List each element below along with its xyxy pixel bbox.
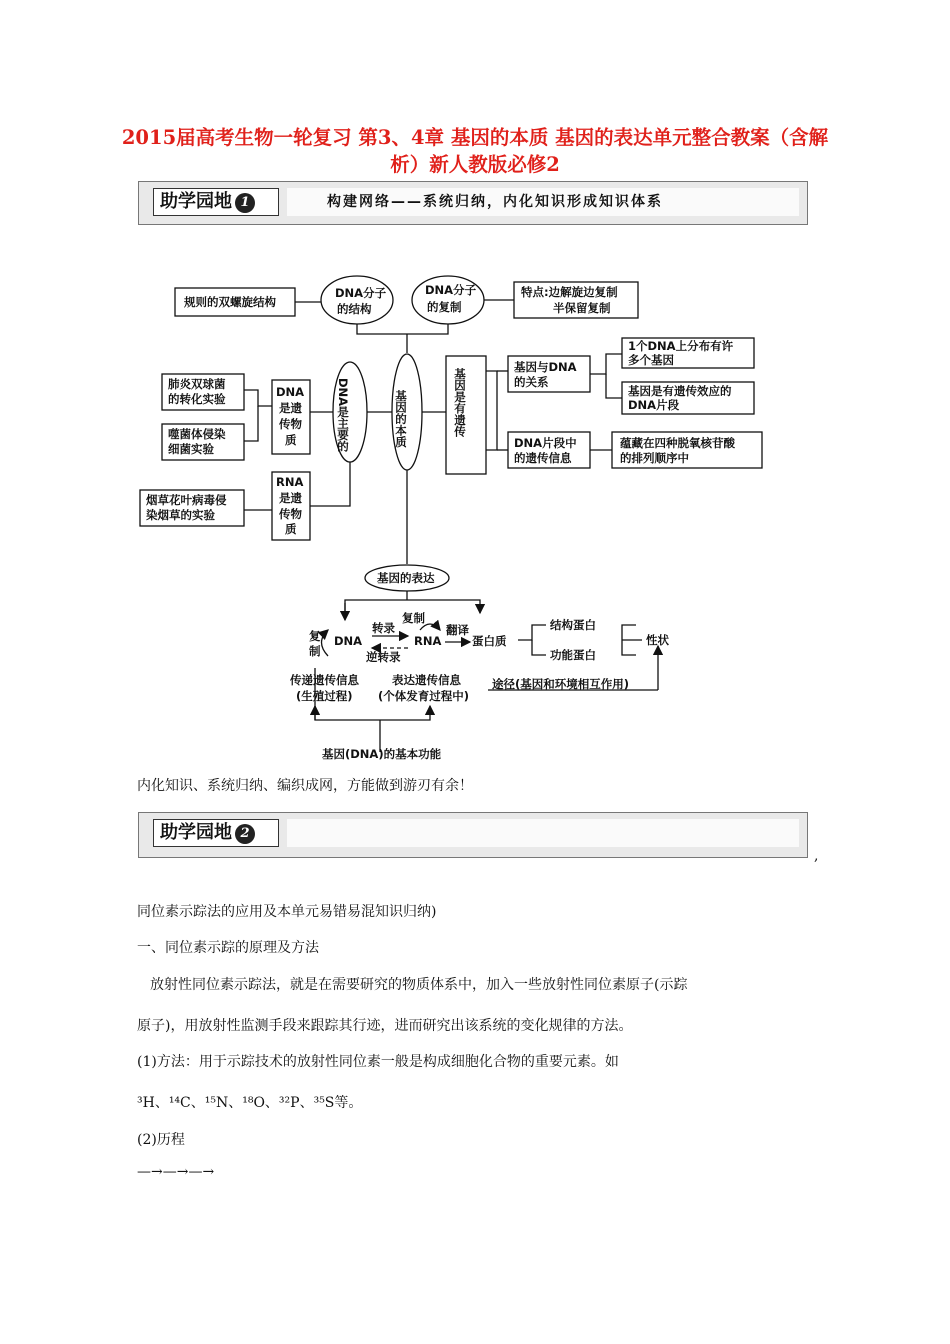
label-reverse-transcription: 逆转录: [366, 650, 401, 664]
label-gene-is: 基因是有遗传: [453, 368, 467, 437]
section-heading-1: 一、同位素示踪的原理及方法: [137, 940, 319, 956]
process-heading: (2)历程: [137, 1132, 185, 1148]
label-phage-1: 噬菌体侵染: [168, 427, 226, 441]
banner-label: 助学园地: [160, 822, 232, 843]
label-dna-gm-3: 传物: [279, 417, 302, 431]
label-dna-main: DNA是主要的: [336, 378, 350, 453]
label-gene-dna-relation-1: 基因与DNA: [514, 360, 577, 374]
label-dna: DNA: [334, 634, 363, 648]
label-dna-replication-1: DNA分子: [425, 283, 477, 297]
label-rna-gm-3: 传物: [279, 507, 302, 521]
label-replicate-left-1: 复: [309, 629, 321, 643]
label-structural-protein: 结构蛋白: [550, 618, 596, 632]
intro-text: 内化知识、系统归纳、编织成网，方能做到游刃有余！: [137, 778, 473, 794]
study-banner-2: [138, 812, 808, 858]
banner-number-badge: 1: [235, 193, 255, 213]
label-transmit-2: (生殖过程): [296, 689, 353, 703]
isotopes-line: ³H、¹⁴C、¹⁵N、¹⁸O、³²P、³⁵S等。: [137, 1095, 363, 1111]
knowledge-network-diagram: [0, 270, 950, 770]
topic-line: 同位素示踪法的应用及本单元易错易混知识归纳): [137, 904, 437, 920]
paragraph-line-1: 放射性同位素示踪法，就是在需要研究的物质体系中，加入一些放射性同位素原子(示踪: [150, 977, 688, 993]
label-dna-structure-2: 的结构: [337, 302, 372, 316]
banner-label-box: [153, 188, 279, 216]
label-functional-protein: 功能蛋白: [550, 648, 596, 662]
method-line: (1)方法：用于示踪技术的放射性同位素一般是构成细胞化合物的重要元素。如: [137, 1054, 619, 1070]
label-rna-gm-4: 质: [285, 522, 297, 536]
label-dna-structure-1: DNA分子: [335, 286, 387, 300]
label-base-order-2: 的排列顺序中: [620, 451, 689, 465]
study-banner-1: [138, 181, 808, 225]
label-genetic-info-2: 的遗传信息: [514, 451, 572, 465]
banner-label-box: [153, 819, 279, 847]
label-gene-dna-relation-2: 的关系: [514, 375, 549, 389]
document-title: 2015届高考生物一轮复习 第3、4章 基因的本质 基因的表达单元整合教案（含解析）新人教版必修2: [121, 126, 829, 176]
label-tmv-2: 染烟草的实验: [146, 508, 215, 522]
process-arrows: —→—→—→: [137, 1164, 215, 1180]
banner-number-badge: 2: [235, 824, 255, 844]
label-replication-feature-2: 半保留复制: [553, 301, 611, 315]
label-dna-gm-1: DNA: [276, 385, 305, 399]
label-gene-fragment-1: 基因是有遗传效应的: [628, 384, 732, 398]
label-one-dna-1: 1个DNA上分布有许: [628, 339, 734, 353]
label-rna-gm-2: 是遗: [279, 491, 302, 505]
oval-dna-structure: [321, 276, 393, 324]
label-double-helix: 规则的双螺旋结构: [184, 295, 276, 309]
label-pneumococcus-1: 肺炎双球菌: [168, 377, 226, 391]
label-gene-fragment-2: DNA片段: [628, 398, 680, 412]
label-replication-feature-1: 特点:边解旋边复制: [521, 285, 618, 299]
paragraph-line-2: 原子)，用放射性监测手段来跟踪其行迹，进而研究出该系统的变化规律的方法。: [137, 1018, 633, 1034]
banner-subtitle: 构建网络——系统归纳，内化知识形成知识体系: [287, 188, 799, 216]
label-dna-gm-2: 是遗: [279, 401, 302, 415]
label-rna-gm-1: RNA: [276, 475, 304, 489]
label-replicate-top: 复制: [402, 611, 425, 625]
label-transcription: 转录: [372, 621, 395, 635]
label-trait: 性状: [646, 633, 669, 647]
label-base-order-1: 蕴藏在四种脱氧核苷酸: [620, 436, 735, 450]
label-replicate-left-2: 制: [309, 644, 321, 658]
label-genetic-info-1: DNA片段中: [514, 436, 577, 450]
label-one-dna-2: 多个基因: [628, 353, 674, 367]
label-dna-gm-4: 质: [285, 433, 297, 447]
label-rna: RNA: [414, 634, 442, 648]
label-translation: 翻译: [446, 623, 469, 637]
label-gene-expression: 基因的表达: [377, 571, 435, 585]
banner-label: 助学园地: [160, 191, 232, 212]
label-tmv-1: 烟草花叶病毒侵: [146, 493, 227, 507]
banner-trailing-comma: ,: [814, 848, 819, 864]
label-dna-replication-2: 的复制: [427, 300, 462, 314]
label-express-2: (个体发育过程中): [378, 689, 470, 703]
label-protein: 蛋白质: [472, 634, 507, 648]
banner-strip-empty: [287, 819, 799, 847]
label-phage-2: 细菌实验: [168, 442, 214, 456]
label-gene-essence: 基因的本质: [394, 390, 408, 448]
label-basic-function: 基因(DNA)的基本功能: [322, 747, 442, 761]
label-pathway: 途径(基因和环境相互作用): [492, 677, 630, 691]
label-express-1: 表达遗传信息: [392, 673, 461, 687]
label-transmit-1: 传递遗传信息: [290, 673, 359, 687]
label-pneumococcus-2: 的转化实验: [168, 392, 226, 406]
